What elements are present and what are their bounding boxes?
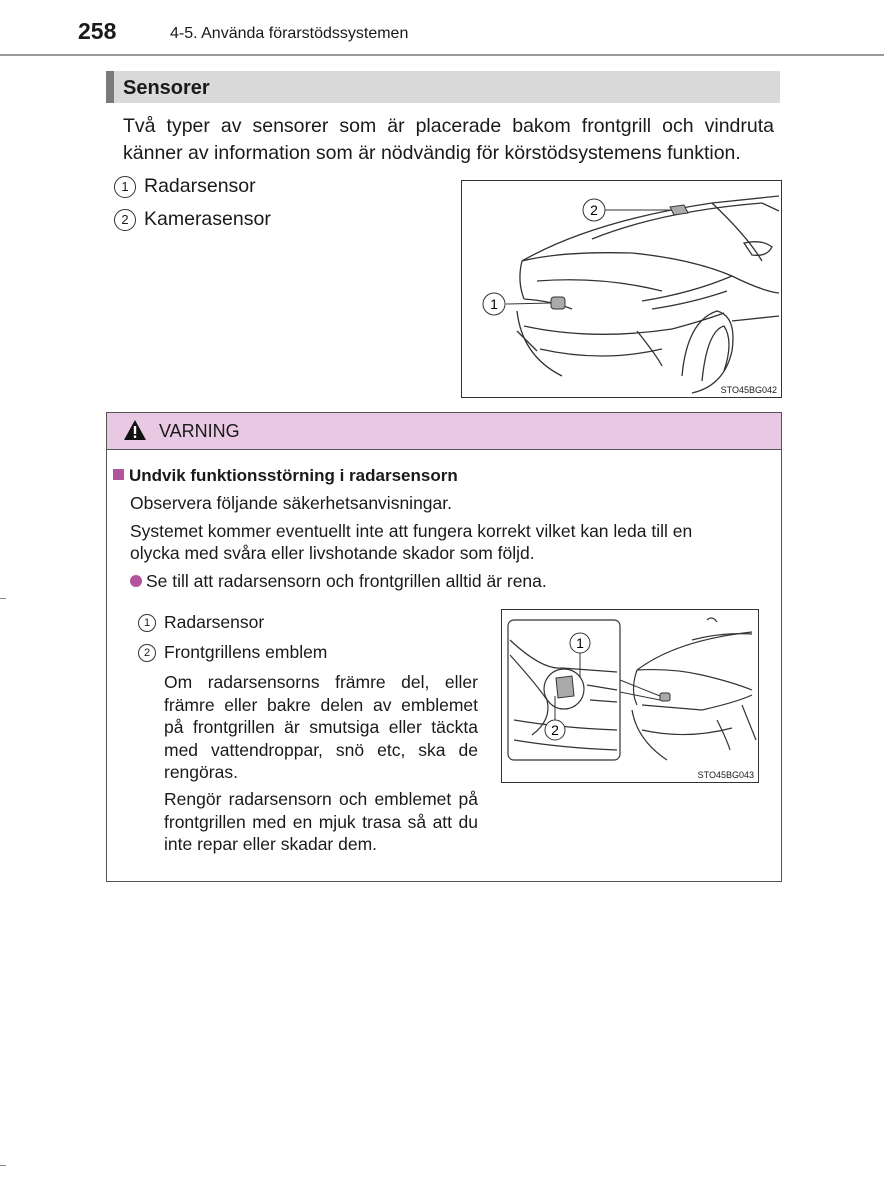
figure2-callout-1: 1 (576, 635, 584, 651)
warning-subheading-text: Undvik funktionsstörning i radarsensorn (129, 466, 458, 485)
square-bullet-icon (113, 469, 124, 480)
radar-sensor-marker (551, 297, 565, 309)
warning-line-1: Observera följande säkerhetsanvisningar. (130, 493, 452, 513)
page-number: 258 (78, 18, 117, 44)
warning-bullet-text: Se till att radarsensorn och frontgrillen alltid är rena. (146, 571, 547, 591)
section-heading (106, 71, 780, 103)
callout-number: 1 (114, 176, 136, 198)
figure1-callout-2: 2 (590, 202, 598, 218)
chapter-title: 4-5. Använda förarstödssystemen (170, 25, 409, 42)
sensor-item-camera (114, 208, 271, 231)
car-illustration (462, 181, 781, 397)
figure-car-sensors (461, 180, 782, 398)
figure-caption: STO45BG042 (720, 385, 777, 395)
margin-tick (0, 1165, 6, 1166)
sensor-label: Kamerasensor (144, 208, 271, 230)
warning-bullet (130, 570, 547, 593)
figure-grille-emblem (501, 609, 759, 783)
margin-tick (0, 598, 6, 599)
intro-paragraph: Två typer av sensorer som är placerade bakom frontgrill och vindruta känner av information som är nödvändig för körstödsystemens funktion. (123, 115, 774, 164)
figure2-callout-2: 2 (551, 722, 559, 738)
figure-caption: STO45BG043 (697, 770, 754, 780)
grille-illustration (502, 610, 758, 782)
figure1-callout-1: 1 (490, 296, 498, 312)
cleaning-paragraph-1: Om radarsensorns främre del, eller främre eller bakre delen av emblemet på frontgrillen är smutsiga eller täckta med vattendroppar, snö etc, ska de rengöras. (164, 672, 478, 782)
callout-number: 2 (138, 644, 156, 662)
warning-item-label: Radarsensor (164, 612, 265, 632)
header-divider (0, 54, 884, 56)
warning-item-emblem (138, 641, 327, 664)
warning-line-2a: Systemet kommer eventuellt inte att fungera korrekt vilket kan leda till en (130, 521, 693, 541)
warning-subheading (113, 466, 458, 486)
sensor-label: Radarsensor (144, 175, 256, 197)
warning-item-label: Frontgrillens emblem (164, 642, 328, 662)
sensor-item-radar (114, 175, 256, 198)
section-title: Sensorer (123, 77, 210, 99)
cleaning-paragraph-2: Rengör radarsensorn och emblemet på frontgrillen med en mjuk trasa så att du inte repar eller skadar dem. (164, 789, 478, 854)
warning-title: VARNING (159, 421, 240, 441)
warning-header (107, 413, 781, 450)
warning-triangle-icon (123, 419, 147, 441)
round-bullet-icon (130, 575, 142, 587)
callout-number: 1 (138, 614, 156, 632)
section-heading-bar (106, 71, 114, 103)
callout-number: 2 (114, 209, 136, 231)
warning-item-radar (138, 611, 264, 634)
warning-line-2b: olycka med svåra eller livshotande skador som följd. (130, 543, 535, 563)
camera-sensor-marker (670, 205, 688, 215)
